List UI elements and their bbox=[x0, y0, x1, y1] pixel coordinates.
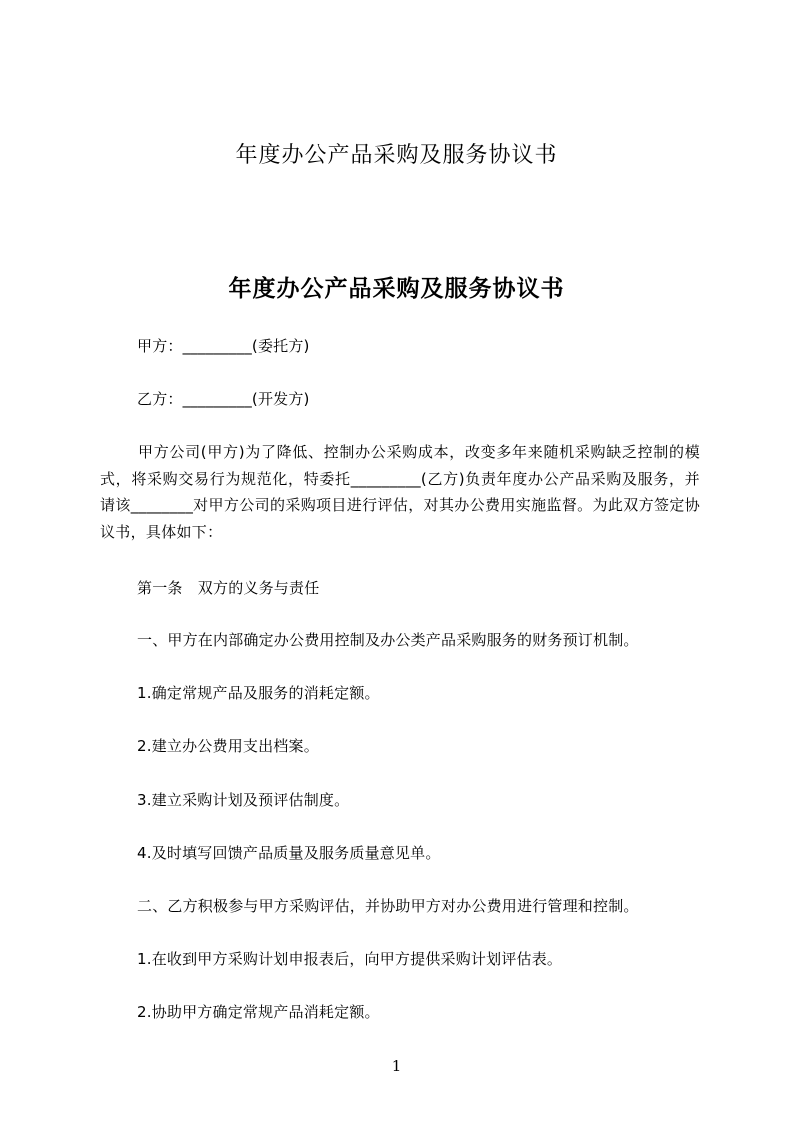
intro-paragraph: 甲方公司(甲方)为了降低、控制办公采购成本，改变多年来随机采购缺乏控制的模式，将采购交易行为规范化，特委托_________(乙方)负责年度办公产品采购及服务，并请该________对甲方公司的采购项目进行评估，对其办公费用实施监督。为此双方签定协议书，具体如下： bbox=[100, 443, 700, 541]
article-1-heading: 第一条 双方的义务与责任 bbox=[137, 579, 320, 597]
list-item: 4.及时填写回馈产品质量及服务质量意见单。 bbox=[137, 844, 441, 862]
list-item: 1.确定常规产品及服务的消耗定额。 bbox=[137, 684, 380, 702]
page-number: 1 bbox=[391, 1057, 402, 1075]
document-title: 年度办公产品采购及服务协议书 bbox=[228, 276, 565, 302]
party-a-line: 甲方：_________(委托方) bbox=[137, 337, 310, 355]
party-b-line: 乙方：_________(开发方) bbox=[137, 390, 310, 408]
list-item: 2.协助甲方确定常规产品消耗定额。 bbox=[137, 1003, 380, 1021]
section-1-heading: 一、甲方在内部确定办公费用控制及办公类产品采购服务的财务预订机制。 bbox=[137, 631, 639, 649]
list-item: 2.建立办公费用支出档案。 bbox=[137, 737, 319, 755]
top-title: 年度办公产品采购及服务协议书 bbox=[235, 143, 558, 168]
section-2-heading: 二、乙方积极参与甲方采购评估，并协助甲方对办公费用进行管理和控制。 bbox=[137, 897, 639, 915]
list-item: 1.在收到甲方采购计划申报表后，向甲方提供采购计划评估表。 bbox=[137, 950, 563, 968]
list-item: 3.建立采购计划及预评估制度。 bbox=[137, 791, 350, 809]
